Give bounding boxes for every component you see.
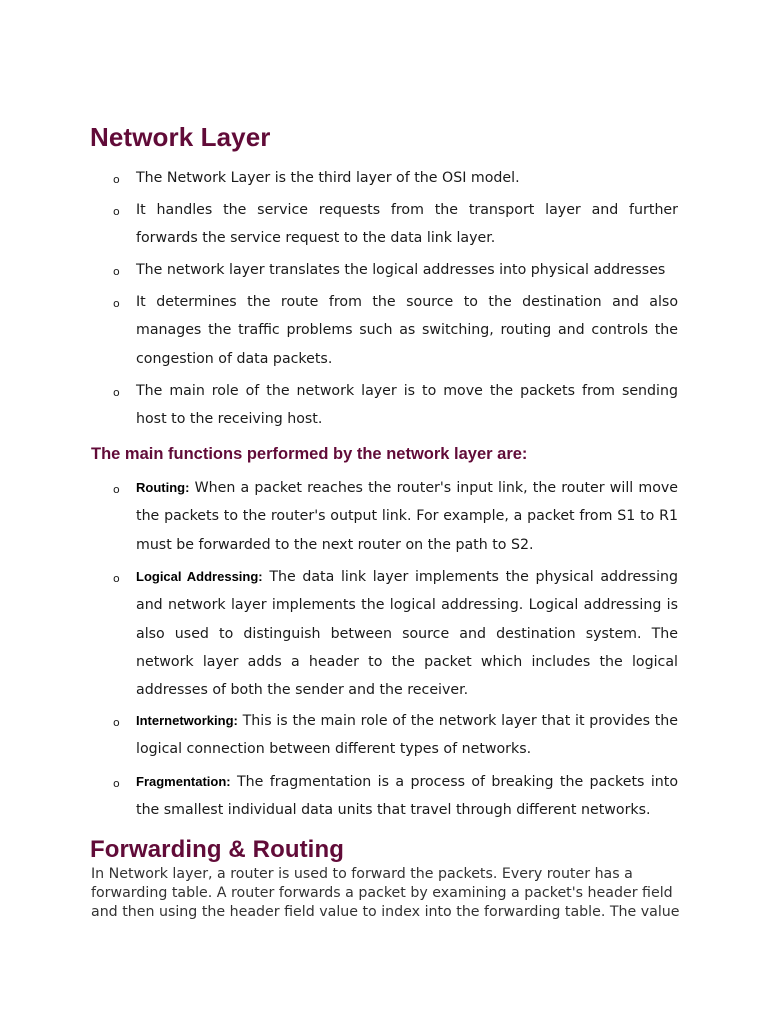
forwarding-paragraph: In Network layer, a router is used to forward the packets. Every router has a forwarding table. A router forwards a packet by examining a packet's header field and then using the header field value to index into the forwarding table. The value <box>91 866 680 920</box>
list-item-text: The network layer translates the logical addresses into physical addresses <box>136 262 666 278</box>
bullet-circle-icon: o <box>113 483 120 496</box>
bullet-circle-icon: o <box>113 265 120 278</box>
section-title-forwarding-routing: Forwarding & Routing <box>90 836 344 863</box>
bullet-circle-icon: o <box>113 572 120 585</box>
functions-heading: The main functions performed by the network layer are: <box>91 445 528 463</box>
list-item-text: It determines the route from the source to the destination and also manages the traffic problems such as switching, routing and controls the congestion of data packets. <box>136 294 678 367</box>
list-item-text: It handles the service requests from the transport layer and further forwards the service request to the data link layer. <box>136 202 678 247</box>
bullet-circle-icon: o <box>113 173 120 186</box>
bullet-circle-icon: o <box>113 205 120 218</box>
function-term-logical-addressing: Logical Addressing: <box>136 569 263 584</box>
function-description: When a packet reaches the router's input link, the router will move the packets to the router's output link. For example, a packet from S1 to R1 must be forwarded to the next router on the path to S2. <box>136 480 678 553</box>
section-title-network-layer: Network Layer <box>90 122 271 152</box>
function-term-internetworking: Internetworking: <box>136 713 238 728</box>
bullet-circle-icon: o <box>113 777 120 790</box>
function-description: The fragmentation is a process of breaking the packets into the smallest individual data units that travel through different networks. <box>136 774 679 819</box>
list-item-text: The main role of the network layer is to move the packets from sending host to the receiving host. <box>136 383 678 428</box>
bullet-circle-icon: o <box>113 386 120 399</box>
function-description: The data link layer implements the physical addressing and network layer implements the logical addressing. Logical addressing is also used to distinguish between source and destination system. The network layer adds a header to the packet which includes the logical addresses of both the sender and the receiver. <box>136 569 679 699</box>
bullet-circle-icon: o <box>113 297 120 310</box>
list-item-text <box>136 707 678 764</box>
function-description: This is the main role of the network layer that it provides the logical connection between different types of networks. <box>136 713 679 758</box>
list-item-text <box>136 563 678 704</box>
list-item-text <box>136 474 678 559</box>
function-term-fragmentation: Fragmentation: <box>136 774 231 789</box>
bullet-circle-icon: o <box>113 716 120 729</box>
list-item-text: The Network Layer is the third layer of the OSI model. <box>136 170 520 186</box>
list-item-text <box>136 768 678 825</box>
function-term-routing: Routing: <box>136 480 190 495</box>
